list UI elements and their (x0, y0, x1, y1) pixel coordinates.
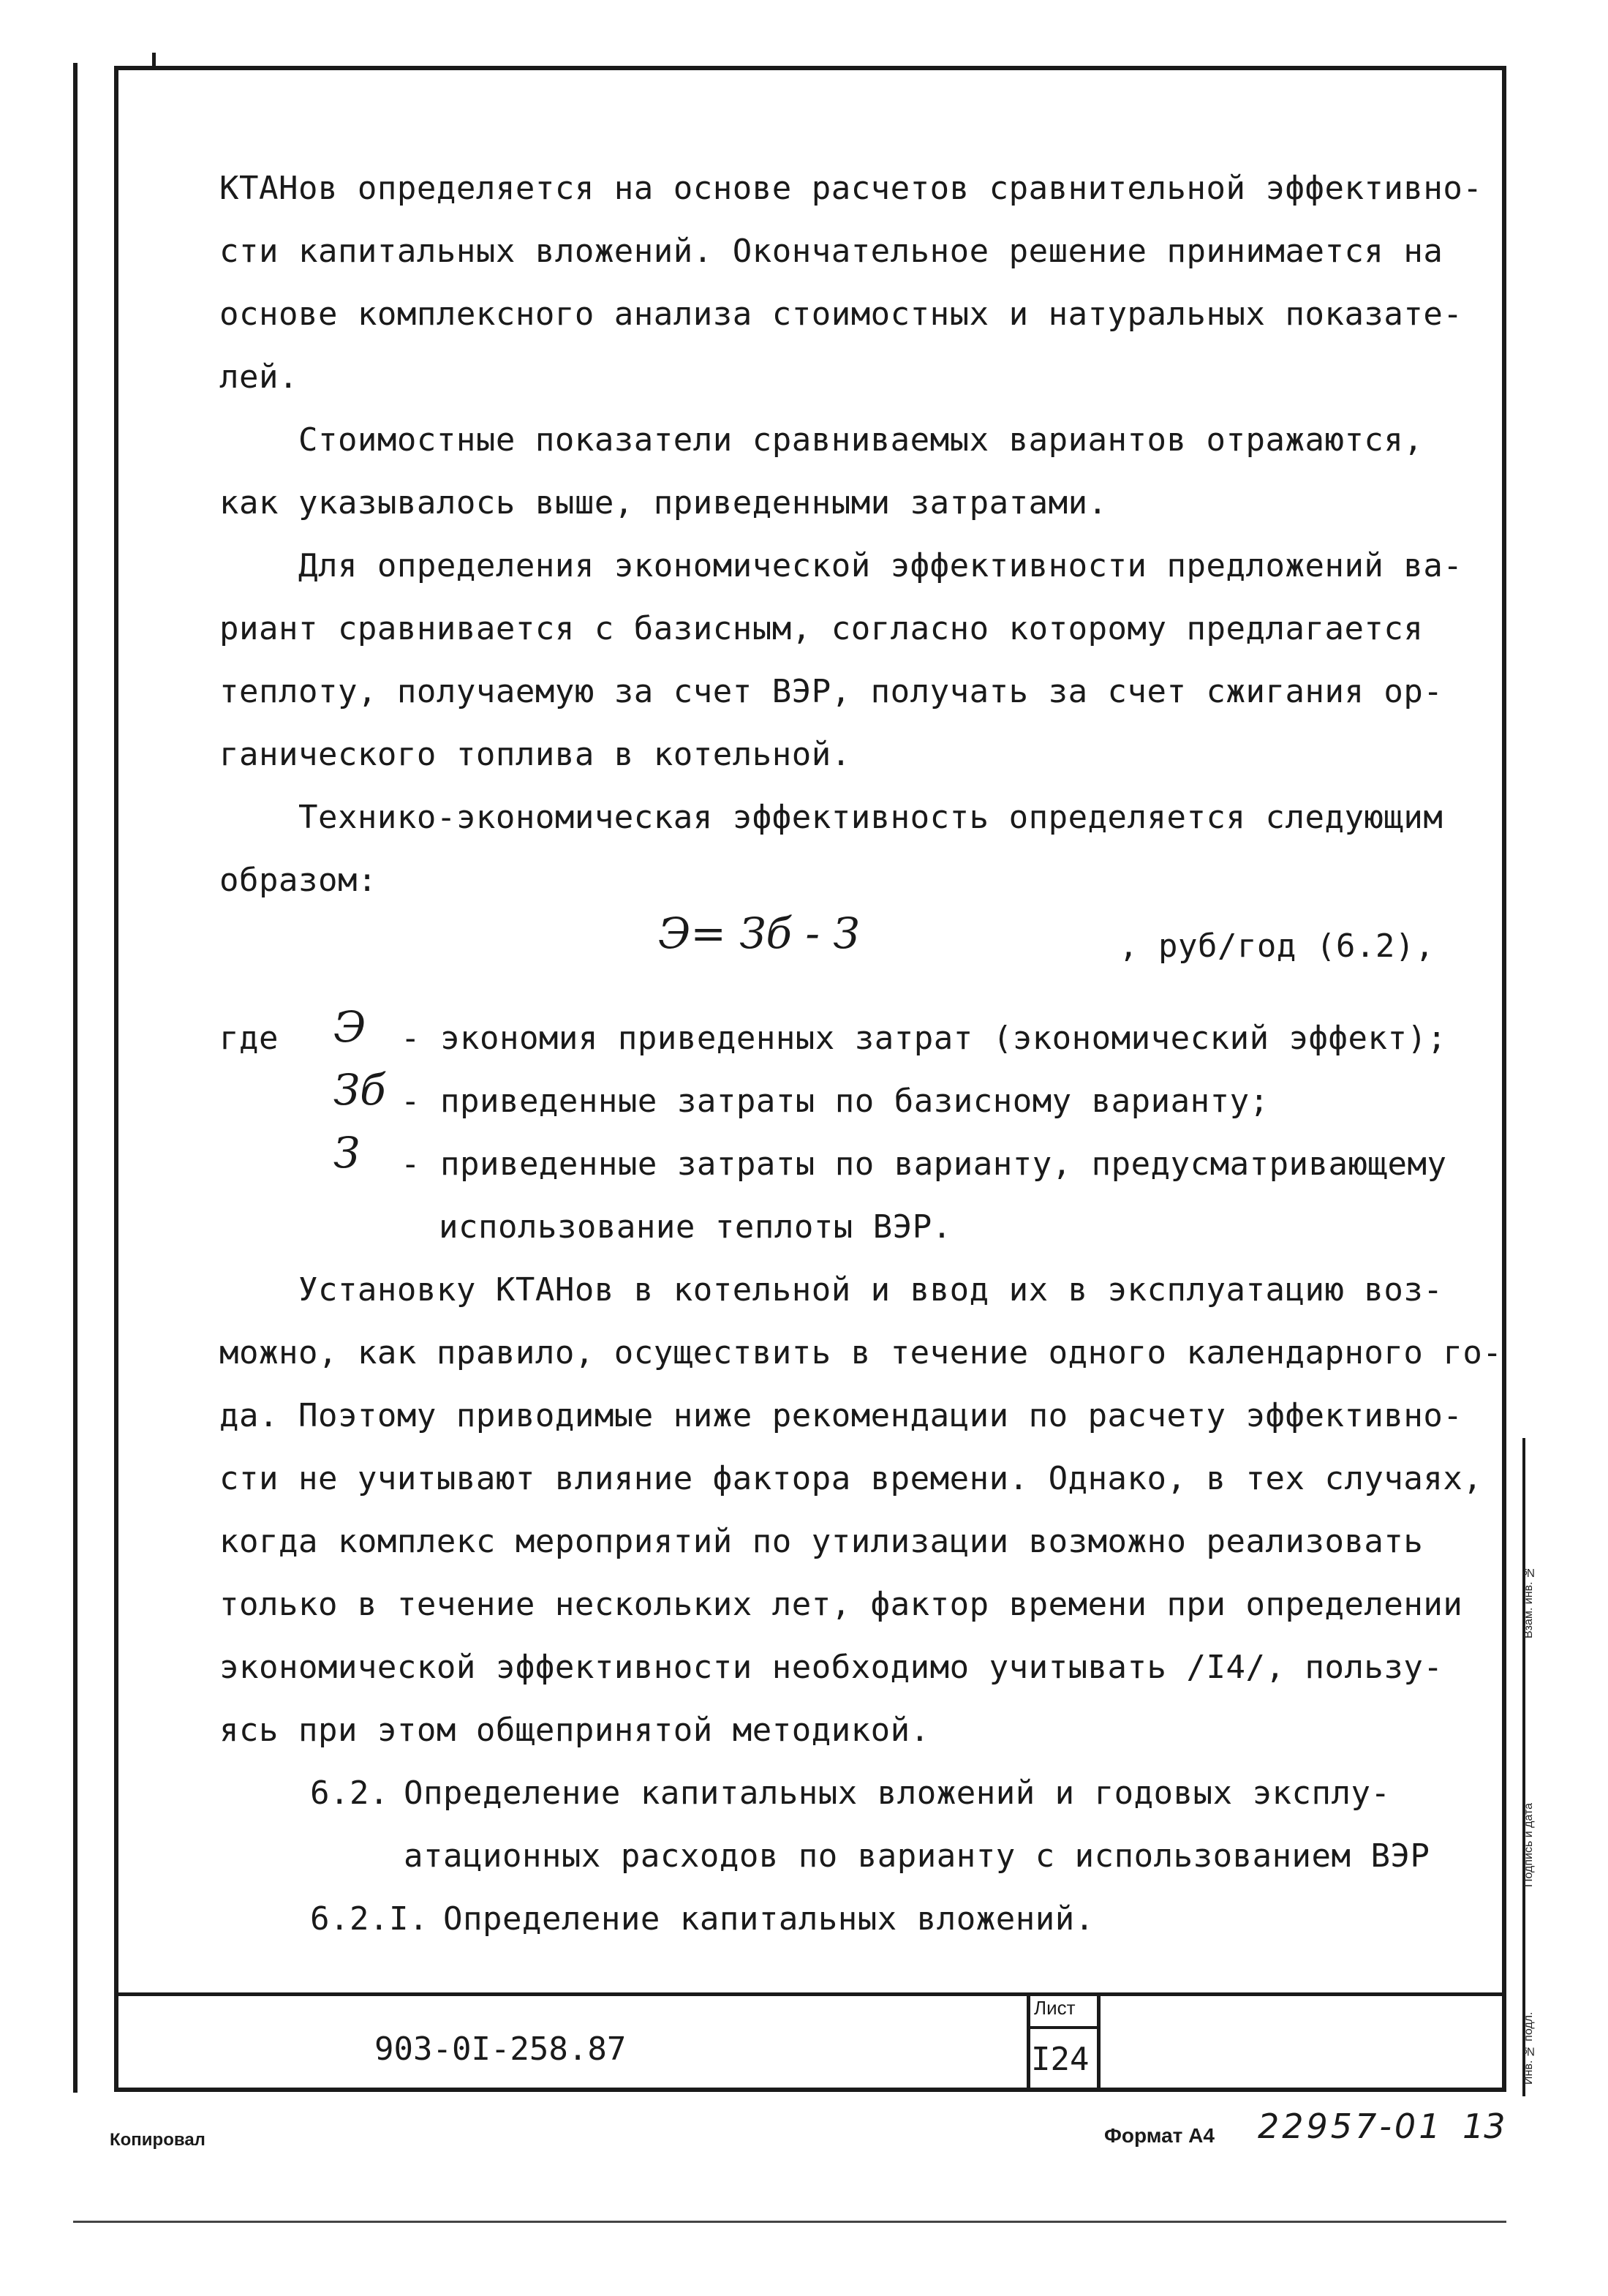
body-line: сти капитальных вложений. Окончательное решение принимается на (219, 233, 1443, 270)
body-line: когда комплекс мероприятий по утилизации возможно реализовать (219, 1523, 1424, 1560)
inventory-number: 22957-01 (1258, 2107, 1443, 2146)
stamp-divider (1027, 1992, 1030, 2092)
body-line: как указывалось выше, приведенными затратами. (219, 484, 1108, 522)
legend-text: - приведенные затраты по базисному варианту; (401, 1083, 1269, 1120)
body-line: Стоимостные показатели сравниваемых вариантов отражаются, (219, 421, 1424, 459)
legend-symbol: Зб (333, 1065, 386, 1115)
footer-copied: Копировал (110, 2130, 205, 2150)
page-number: 13 (1462, 2107, 1506, 2146)
legend-intro: где (219, 1020, 279, 1057)
formula-unit: , руб/год (6.2), (1119, 927, 1435, 965)
formula-expression: Э= Зб - З (658, 908, 860, 958)
body-line: экономической эффективности необходимо учитывать /I4/, пользу- (219, 1649, 1443, 1686)
side-label-inv: Инв. № подл. (1522, 2011, 1535, 2085)
sheet-label: Лист (1034, 1997, 1076, 2019)
stamp-divider (1097, 1992, 1101, 2092)
body-line: ясь при этом общепринятой методикой. (219, 1712, 930, 1749)
body-line: Технико-экономическая эффективность определяется следующим (219, 799, 1443, 836)
body-line: лей. (219, 358, 298, 396)
body-line: Установку КТАНов в котельной и ввод их в эксплуатацию воз- (219, 1271, 1443, 1309)
body-line: ганического топлива в котельной. (219, 736, 851, 773)
title-block (114, 1992, 1506, 2092)
document-code: 903-0I-258.87 (374, 2030, 627, 2068)
side-label-replace: Взам. инв. № (1522, 1566, 1535, 1638)
body-line: сти не учитывают влияние фактора времени. Однако, в тех случаях, (219, 1460, 1483, 1497)
side-label-signature: Подпись и дата (1522, 1802, 1535, 1887)
body-line: да. Поэтому приводимые ниже рекомендации по расчету эффективно- (219, 1397, 1463, 1434)
section-title: Определение капитальных вложений и годовых эксплу- (404, 1774, 1391, 1812)
binding-strip (73, 63, 78, 2093)
legend-continuation: использование теплоты ВЭР. (439, 1208, 952, 1246)
body-line: риант сравнивается с базисным, согласно которому предлагается (219, 610, 1424, 647)
stamp-divider (1027, 2026, 1100, 2029)
section-number: 6.2. (310, 1774, 389, 1812)
legend-text: - экономия приведенных затрат (экономический эффект); (401, 1020, 1447, 1057)
body-line: КТАНов определяется на основе расчетов сравнительной эффективно- (219, 170, 1483, 207)
body-line: только в течение нескольких лет, фактор времени при определении (219, 1586, 1463, 1623)
bottom-rule (73, 2221, 1506, 2223)
body-line: теплоту, получаемую за счет ВЭР, получать за счет сжигания ор- (219, 673, 1443, 710)
legend-text: - приведенные затраты по варианту, предусматривающему (401, 1145, 1447, 1183)
sheet-number: I24 (1031, 2041, 1090, 2078)
body-line: образом: (219, 862, 377, 899)
subsection-number: 6.2.I. (310, 1900, 429, 1938)
subsection-title: Определение капитальных вложений. (443, 1900, 1095, 1938)
body-line: основе комплексного анализа стоимостных и натуральных показате- (219, 296, 1463, 333)
body-line: можно, как правило, осуществить в течение одного календарного го- (219, 1334, 1503, 1371)
section-title: атационных расходов по варианту с использованием ВЭР (404, 1837, 1430, 1875)
footer-format: Формат А4 (1104, 2124, 1215, 2147)
body-line: Для определения экономической эффективности предложений ва- (219, 547, 1463, 584)
legend-symbol: З (333, 1128, 361, 1178)
legend-symbol: Э (333, 1002, 366, 1052)
